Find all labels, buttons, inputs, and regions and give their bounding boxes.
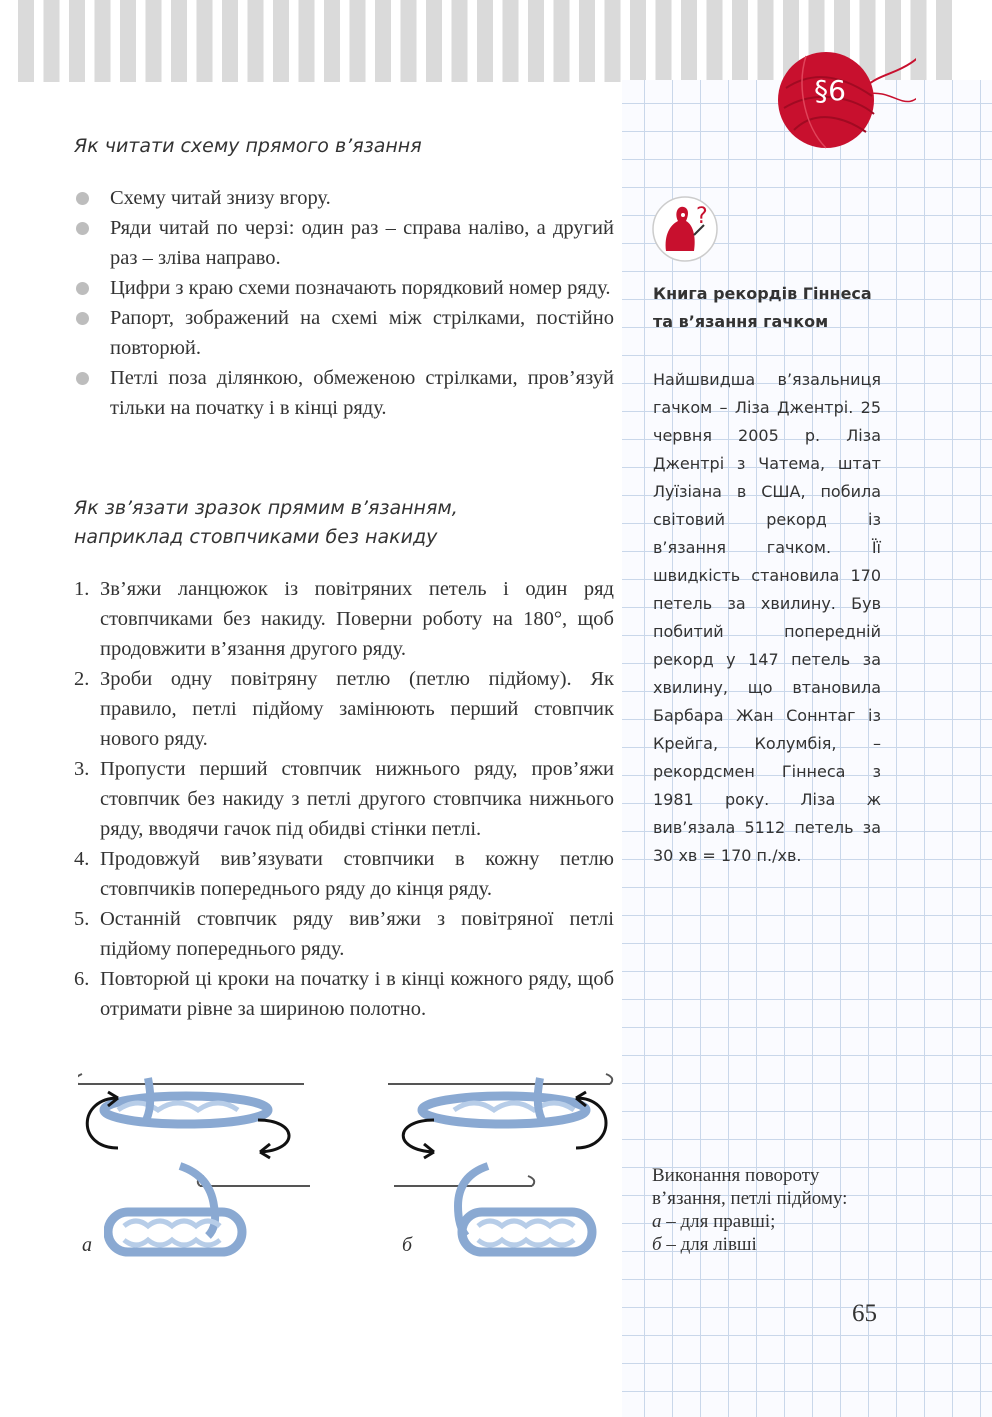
bullet-item: Цифри з краю схеми позначають порядковий номер ряду. (74, 273, 614, 303)
step-item (74, 844, 614, 904)
caption-text-a: – для правші; (661, 1211, 776, 1232)
caption-item-a (652, 1210, 892, 1233)
bullet-item: Рапорт, зображений на схемі між стрілками, постійно повторюй. (74, 303, 614, 363)
heading-sample: Як зв’язати зразок прямим в’язанням, наприклад стовпчиками без накиду (74, 497, 458, 548)
step-item (74, 754, 614, 844)
step-item (74, 664, 614, 754)
figure-label-b: б (402, 1234, 413, 1256)
caption-letter-b: б (652, 1234, 662, 1255)
heading-read-scheme: Як читати схему прямого в’язання (74, 135, 422, 157)
caption-item-b (652, 1233, 892, 1256)
illustration-turn-left (384, 1068, 616, 1160)
step-text: Останній стовпчик ряду вив’яжи з повітряної петлі підйому попереднього ряду. (100, 908, 614, 960)
caption-line: Виконання повороту в’язання, петлі підйому: (652, 1165, 848, 1209)
bullet-list (74, 183, 614, 423)
illustration-turn-right (78, 1068, 308, 1160)
step-number: 1. (74, 578, 90, 600)
step-text: Зв’яжи ланцюжок із повітряних петель і один ряд стовпчиками без накиду. Поверни роботу на 180°, щоб продовжити в’язання другого ряду. (100, 578, 614, 660)
sidebar-title: Книга рекордів Гіннеса та в’язання гачком (653, 284, 872, 331)
step-text: Зроби одну повітряну петлю (петлю підйому). Як правило, петлі підйому замінюють перший стовпчик нового ряду. (100, 668, 614, 750)
step-text: Повторюй ці кроки на початку і в кінці кожного ряду, щоб отримати рівне за шириною полотно. (100, 968, 614, 1020)
step-number: 3. (74, 758, 90, 780)
figure-caption (652, 1164, 892, 1256)
step-number: 4. (74, 848, 90, 870)
mascot-question-icon (650, 195, 720, 263)
step-text: Продовжуй вив’язувати стовпчики в кожну петлю стовпчиків попереднього ряду до кінця ряду. (100, 848, 614, 900)
illustration-lift-loop-left (392, 1160, 600, 1264)
step-item (74, 574, 614, 664)
step-number: 2. (74, 668, 90, 690)
svg-text:?: ? (696, 204, 708, 229)
step-number: 6. (74, 968, 90, 990)
step-text: Пропусти перший стовпчик нижнього ряду, пров’яжи стовпчик без накиду з петлі другого стовпчика нижнього ряду, вводячи гачок під обидві стінки петлі. (100, 758, 614, 840)
caption-letter-a: а (652, 1211, 662, 1232)
section-marker: §6 (814, 74, 846, 107)
step-number: 5. (74, 908, 90, 930)
caption-text-b: – для лівші (661, 1234, 757, 1255)
step-item (74, 904, 614, 964)
step-item (74, 964, 614, 1024)
bullet-item: Схему читай знизу вгору. (74, 183, 614, 213)
bullet-item: Петлі поза ділянкою, обмеженою стрілками, пров’язуй тільки на початку і в кінці ряду. (74, 363, 614, 423)
sidebar-text: Найшвидша в’язальниця гачком – Ліза Джентрі. 25 червня 2005 р. Ліза Джентрі з Чатема, штат Луїзіана в США, побила світовий рекорд із в’язання гачком. Її швидкість становила 170 петель за хвилину. Був побитий попередній рекорд у 147 петель за хвилину, що втановила Барбара Жан Соннтаг із Крейга, Колумбія, – рекордсмен Гіннеса з 1981 року. Ліза ж вив’язала 5112 петель за 30 хв = 170 п./хв. (653, 370, 881, 865)
bullet-item: Ряди читай по черзі: один раз – справа наліво, а другий раз – зліва направо. (74, 213, 614, 273)
steps-list (74, 574, 614, 1024)
figure-label-a: а (82, 1234, 92, 1256)
illustration-lift-loop-right (104, 1160, 312, 1264)
page-number: 65 (852, 1300, 877, 1327)
